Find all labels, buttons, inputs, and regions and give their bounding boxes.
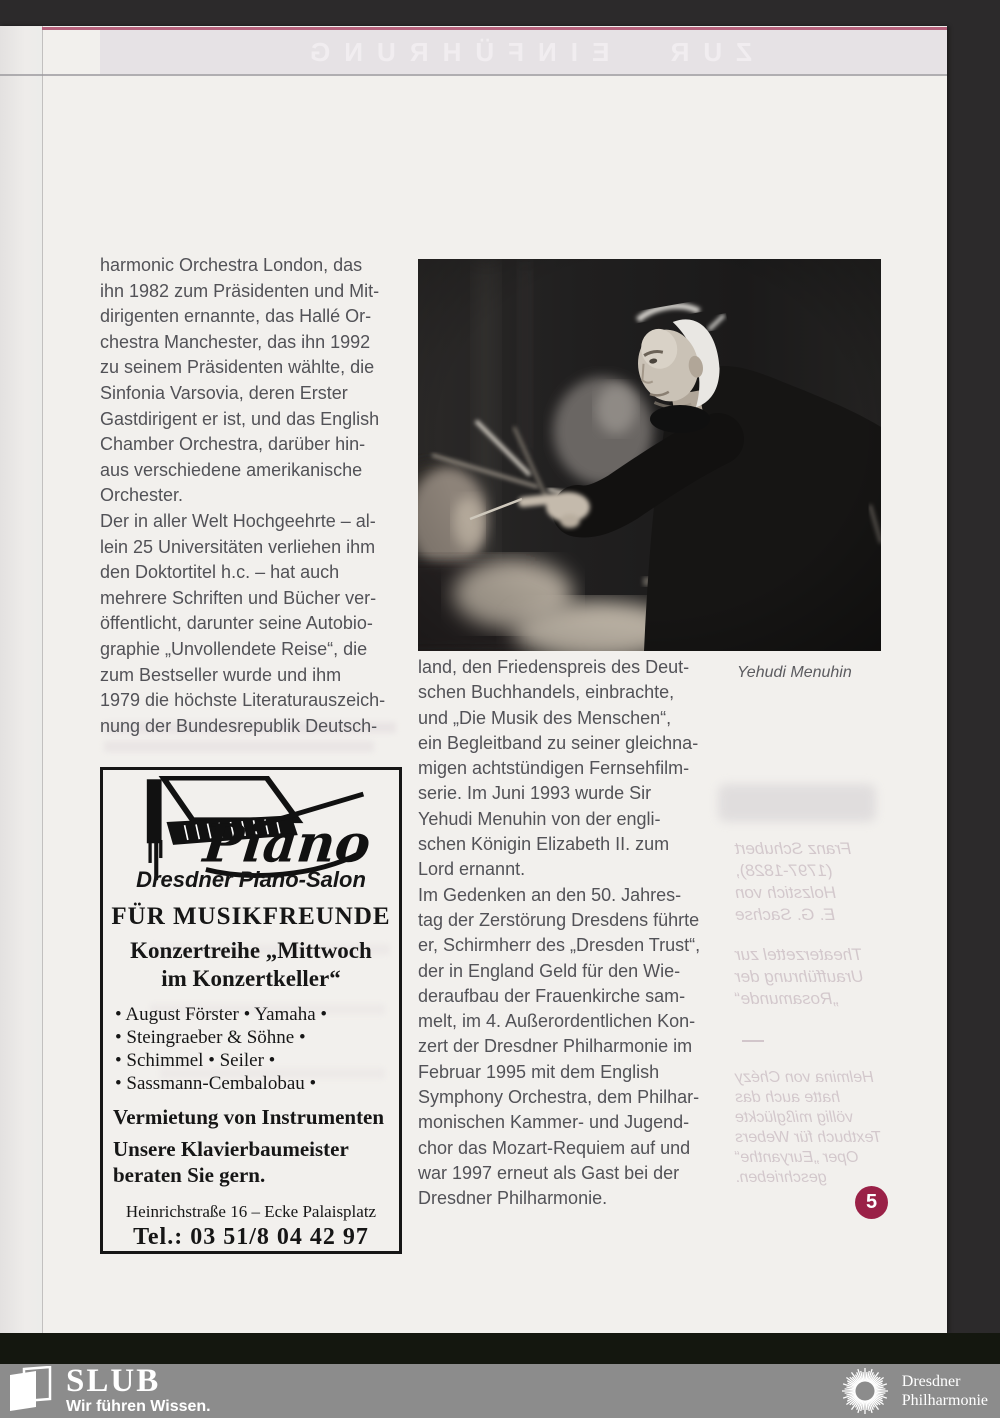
ghost-dash	[742, 1040, 764, 1042]
text-line: harmonic Orchestra London, das	[100, 255, 363, 275]
slub-wordmark: SLUB	[66, 1363, 161, 1399]
text-line: der in England Geld für den Wie-	[418, 960, 681, 981]
advert-brand-list	[115, 1003, 387, 1095]
text-line: ihn 1982 zum Präsidenten und Mit-	[100, 280, 380, 301]
text-line: chestra Manchester, das ihn 1992	[100, 331, 371, 352]
text-line: zum Bestseller wurde und ihm	[100, 664, 342, 685]
text-line: Orchester.	[100, 485, 184, 506]
photo-caption: Yehudi Menuhin	[737, 664, 852, 681]
advert-phone: Tel.: 03 51/8 04 42 97	[133, 1224, 369, 1250]
text-line: er, Schirmherr des „Dresden Trust“,	[418, 935, 701, 956]
viewer-footer	[0, 1364, 1000, 1418]
bleed-blob	[718, 784, 876, 822]
ghost-line: Uraufführung der	[735, 967, 864, 986]
text-line: deraufbau der Frauenkirche sam-	[418, 985, 686, 1006]
text-line: land, den Friedenspreis des Deut-	[418, 657, 690, 677]
text-line: graphie „Unvollendete Reise“, die	[100, 638, 368, 659]
text-line: öffentlicht, darunter seine Autobio-	[100, 613, 373, 634]
text-line: melt, im 4. Außerordentlichen Kon-	[418, 1011, 696, 1032]
text-line: Yehudi Menuhin von der engli-	[418, 808, 661, 829]
ghost-line: hatte auch das	[735, 1089, 840, 1106]
slub-brand	[8, 1363, 211, 1416]
text-line: Gastdirigent er ist, und das English	[100, 408, 380, 429]
yehudi-menuhin-photo	[418, 259, 881, 651]
philharmonie-wordmark	[902, 1372, 988, 1410]
text-line: lein 25 Universitäten verliehen ihm	[100, 536, 376, 557]
text-line: den Doktortitel h.c. – hat auch	[100, 562, 340, 583]
text-line: Der in aller Welt Hochgeehrte – al-	[100, 510, 376, 531]
philharmonie-starburst-icon	[840, 1366, 890, 1416]
text-line: mehrere Schriften und Bücher ver-	[100, 587, 377, 608]
advert-brand-line: • Schimmel • Seiler •	[115, 1050, 276, 1071]
text-line: monischen Kammer- und Jugend-	[418, 1112, 690, 1133]
page-number-badge: 5	[855, 1186, 888, 1219]
advert-brand-line: • Sassmann-Cembalobau •	[115, 1073, 317, 1094]
text-line: schen Buchhandels, einbrachte,	[418, 682, 675, 703]
scanned-page	[0, 26, 947, 1333]
slub-book-icon	[8, 1366, 52, 1412]
text-line: tag der Zerstörung Dresdens führte	[418, 909, 700, 930]
advert-salon-name: Dresdner Piano-Salon	[136, 867, 366, 892]
advert-brand-line: • Steingraeber & Söhne •	[115, 1027, 306, 1048]
ghost-caption-theaterzettel	[735, 944, 910, 1010]
advert-heading: FÜR MUSIKFREUNDE	[111, 903, 391, 930]
advert-address: Heinrichstraße 16 – Ecke Palaisplatz	[125, 1202, 377, 1221]
philharmonie-line1: Dresdner	[901, 1373, 961, 1390]
page-gutter-fold	[0, 26, 43, 1333]
philharmonie-line2: Philharmonie	[901, 1392, 988, 1409]
text-line: und „Die Musik des Menschen“,	[418, 707, 672, 728]
text-line: 1979 die höchste Literaturauszeich-	[100, 690, 386, 711]
ghost-line: Helmina von Chézy	[735, 1069, 874, 1086]
slub-tagline: Wir führen Wissen.	[66, 1398, 211, 1415]
piano-script-text: Piano	[200, 813, 374, 875]
text-line: migen achtstündigen Fernsehfilm-	[418, 758, 690, 779]
ghost-line: Franz Schubert	[735, 839, 852, 858]
ghost-line: Theaterzettel zur	[735, 945, 863, 964]
text-line: Sinfonia Varsovia, deren Erster	[100, 382, 348, 403]
ghost-line: Oper „Euryanthe“	[735, 1149, 859, 1166]
header-bleedthrough-band	[100, 30, 947, 74]
text-line: dirigenten ernannte, das Hallé Or-	[100, 306, 372, 327]
text-line: Dresdner Philharmonie.	[418, 1188, 608, 1209]
right-text-column	[418, 655, 718, 1212]
text-line: zert der Dresdner Philharmonie im	[418, 1036, 693, 1057]
piano-salon-advert	[100, 767, 402, 1254]
advert-advice-line1: Unsere Klavierbaumeister	[113, 1137, 349, 1161]
ghost-line: E. G. Sachse	[735, 905, 836, 924]
left-text-column	[100, 253, 403, 739]
text-line: schen Königin Elizabeth II. zum	[418, 834, 670, 855]
text-line: zu seinem Präsidenten wählte, die	[100, 357, 375, 378]
piano-logo	[110, 776, 392, 881]
bleed-stripe	[104, 741, 374, 752]
ghost-line: „Rosamunde“	[735, 989, 838, 1008]
text-line: serie. Im Juni 1993 wurde Sir	[418, 783, 652, 804]
advert-brand-line: • August Förster • Yamaha •	[115, 1004, 328, 1025]
text-line: ein Begleitband zu seiner gleichna-	[418, 732, 699, 753]
ghost-line: Holzstich von	[735, 883, 837, 902]
text-line: aus verschiedene amerikanische	[100, 459, 363, 480]
advert-series	[130, 937, 372, 993]
text-line: Lord ernannt.	[418, 859, 526, 880]
advert-advice-line2: beraten Sie gern.	[113, 1163, 266, 1187]
text-line: nung der Bundesrepublik Deutsch-	[100, 715, 378, 736]
advert-series-line2: im Konzertkeller“	[161, 966, 341, 991]
text-line: Im Gedenken an den 50. Jahres-	[418, 884, 682, 905]
text-line: chor das Mozart-Requiem auf und	[418, 1137, 691, 1158]
ghost-caption-chezy	[735, 1068, 910, 1188]
advert-advice	[113, 1136, 389, 1188]
header-rule	[0, 74, 947, 76]
text-line: Chamber Orchestra, darüber hin-	[100, 434, 366, 455]
advert-rental-line: Vermietung von Instrumenten	[113, 1105, 385, 1129]
advert-series-line1: Konzertreihe „Mittwoch	[130, 938, 372, 963]
dresdner-philharmonie-brand	[840, 1366, 988, 1416]
ghost-section-title: ZUR EINFÜHRUNG	[295, 36, 752, 67]
ghost-line: geschrieben.	[735, 1169, 827, 1186]
ghost-line: Textbuch für Webers	[735, 1129, 882, 1146]
ghost-line: völlig mißglückte	[735, 1109, 854, 1126]
text-line: Symphony Orchestra, dem Philhar-	[418, 1087, 700, 1108]
ghost-line: (1797-1828),	[735, 861, 833, 880]
ghost-caption-schubert	[735, 838, 910, 926]
text-line: Februar 1995 mit dem English	[418, 1061, 660, 1082]
text-line: war 1997 erneut als Gast bei der	[418, 1162, 680, 1183]
